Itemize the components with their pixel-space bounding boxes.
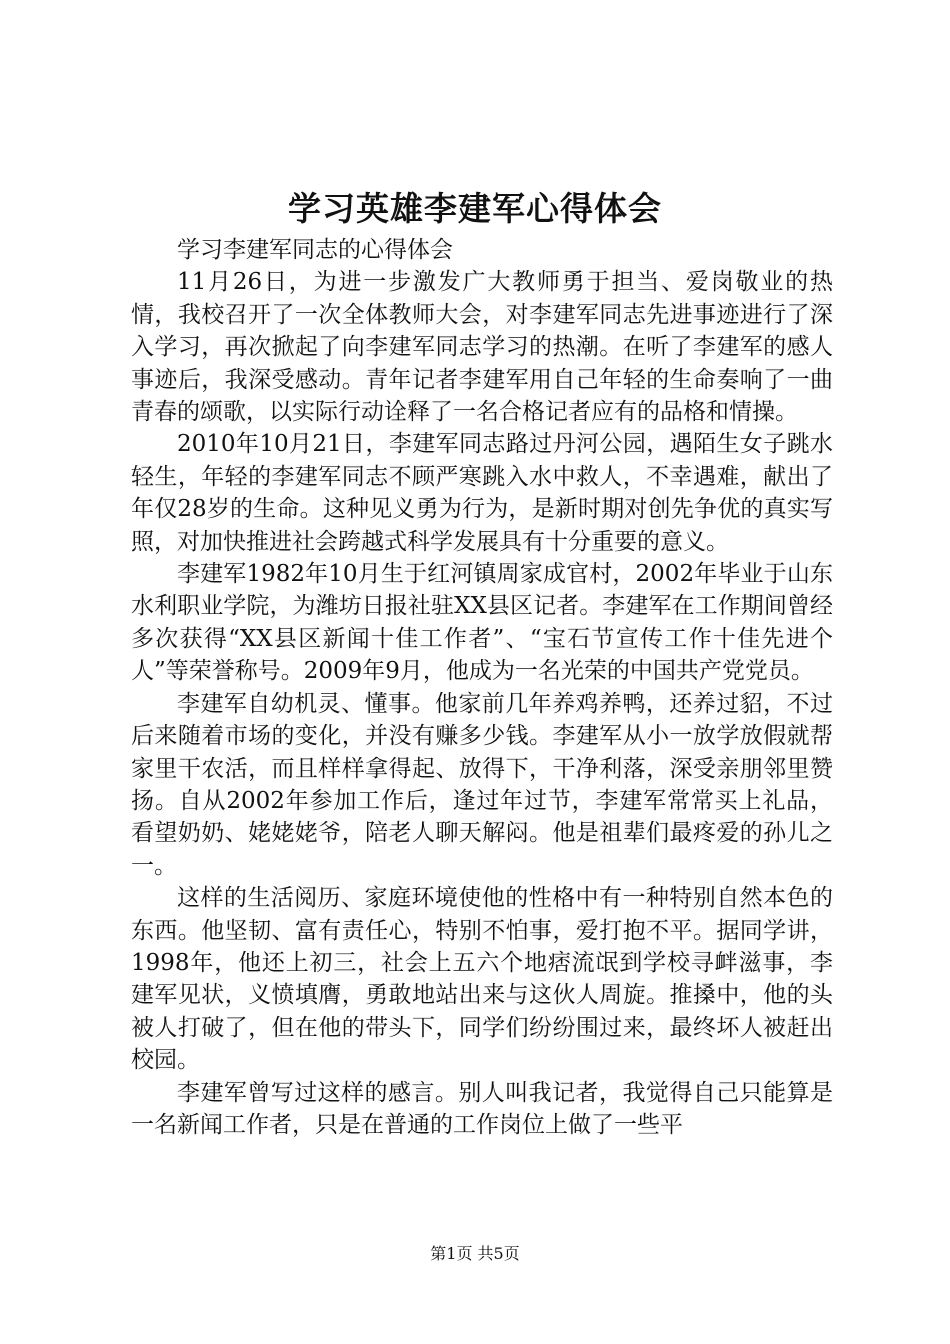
body-paragraph: 2010年10月21日，李建军同志路过丹河公园，遇陌生女子跳水轻生，年轻的李建军同志不顾严寒跳入水中救人，不幸遇难，献出了年仅28岁的生命。这种见义勇为行为，是新时期对创先争优的真实写照，对加快推进社会跨越式科学发展具有十分重要的意义。 (131, 431, 833, 555)
document-body (131, 234, 833, 1141)
page-footer: 第1页 共5页 (430, 1244, 520, 1263)
document-title: 学习英雄李建军心得体会 (288, 189, 662, 228)
body-paragraph: 李建军1982年10月生于红河镇周家成官村，2002年毕业于山东水利职业学院，为潍坊日报社驻XX县区记者。李建军在工作期间曾经多次获得“XX县区新闻十佳工作者”、“宝石节宣传工作十佳先进个人”等荣誉称号。2009年9月，他成为一名光荣的中国共产党党员。 (131, 561, 833, 685)
body-paragraph: 李建军曾写过这样的感言。别人叫我记者，我觉得自己只能算是一名新闻工作者，只是在普通的工作岗位上做了一些平 (131, 1079, 833, 1138)
body-paragraph: 李建军自幼机灵、懂事。他家前几年养鸡养鸭，还养过貂，不过后来随着市场的变化，并没有赚多少钱。李建军从小一放学放假就帮家里干农活，而且样样拿得起、放得下，干净利落，深受亲朋邻里赞扬。自从2002年参加工作后，逢过年过节，李建军常常买上礼品，看望奶奶、姥姥姥爷，陪老人聊天解闷。他是祖辈们最疼爱的孙儿之一。 (131, 690, 833, 879)
body-paragraph: 11月26日，为进一步激发广大教师勇于担当、爱岗敬业的热情，我校召开了一次全体教师大会，对李建军同志先进事迹进行了深入学习，再次掀起了向李建军同志学习的热潮。在听了李建军的感人事迹后，我深受感动。青年记者李建军用自己年轻的生命奏响了一曲青春的颂歌，以实际行动诠释了一名合格记者应有的品格和情操。 (131, 269, 833, 426)
subtitle-paragraph: 学习李建军同志的心得体会 (177, 237, 453, 263)
body-paragraph: 这样的生活阅历、家庭环境使他的性格中有一种特别自然本色的东西。他坚韧、富有责任心，特别不怕事，爱打抱不平。据同学讲，1998年，他还上初三，社会上五六个地痞流氓到学校寻衅滋事，李建军见状，义愤填膺，勇敢地站出来与这伙人周旋。推搡中，他的头被人打破了，但在他的带头下，同学们纷纷围过来，最终坏人被赶出校园。 (131, 885, 833, 1074)
